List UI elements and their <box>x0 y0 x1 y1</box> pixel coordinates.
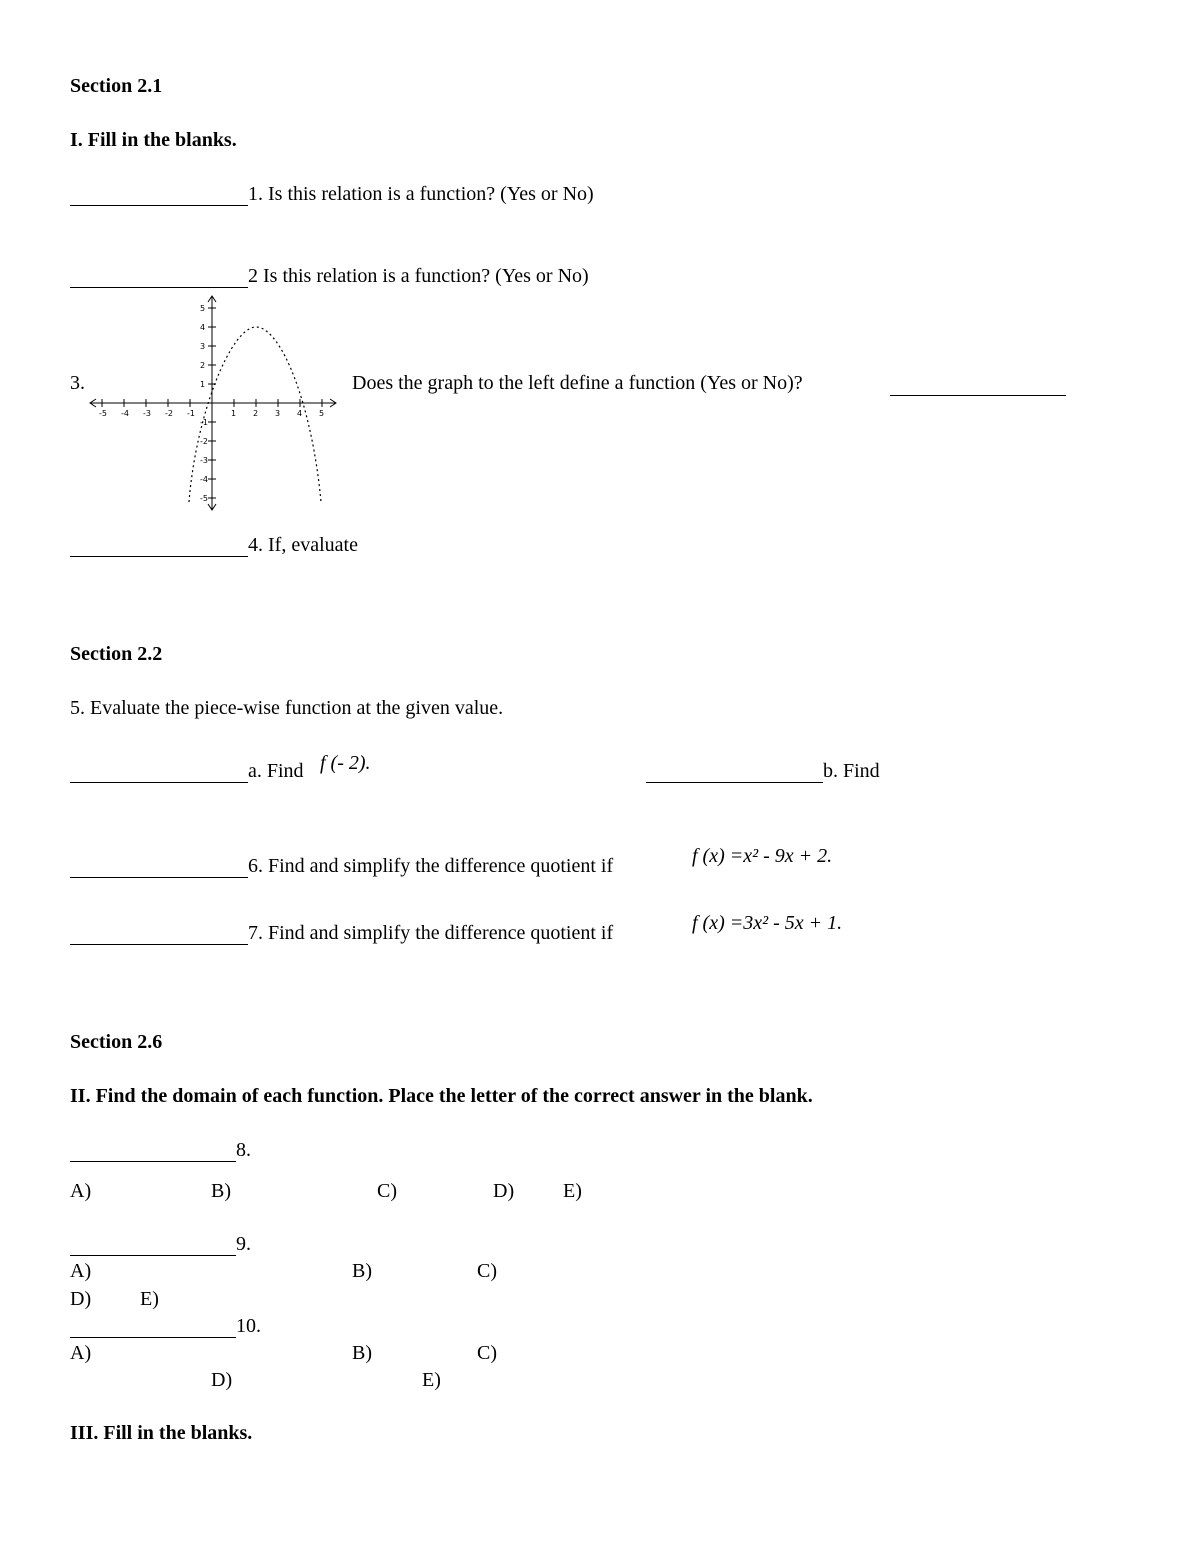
question-6: 6. Find and simplify the difference quotient if <box>248 855 614 877</box>
part-2-heading: II. Find the domain of each function. Place the letter of the correct answer in the blank. <box>70 1085 813 1107</box>
question-5b: b. Find <box>823 760 880 782</box>
q9-choice-b: B) <box>352 1260 372 1282</box>
y-tick-label: 1 <box>200 380 206 389</box>
y-tick-label: -2 <box>200 437 208 446</box>
q10-choice-a: A) <box>70 1342 92 1364</box>
y-tick-label: -4 <box>200 475 208 484</box>
q8-choice-c: C) <box>377 1180 397 1202</box>
x-tick-label: 3 <box>275 409 281 418</box>
part-3-heading: III. Fill in the blanks. <box>70 1422 253 1444</box>
y-tick-label: 4 <box>200 323 206 332</box>
q10-choice-b: B) <box>352 1342 372 1364</box>
x-tick-label: 2 <box>253 409 259 418</box>
question-5a: a. Find <box>248 760 304 782</box>
question-5a-expression: f (- 2). <box>320 752 371 774</box>
question-5: 5. Evaluate the piece-wise function at the given value. <box>70 697 504 719</box>
x-tick-label: -5 <box>99 409 107 418</box>
q10-choice-c: C) <box>477 1342 497 1364</box>
y-tick-label: -3 <box>200 456 208 465</box>
q9-choice-d: D) <box>70 1288 92 1310</box>
q8-choice-b: B) <box>211 1180 231 1202</box>
graph-axes <box>90 296 336 510</box>
question-1: 1. Is this relation is a function? (Yes or No) <box>248 183 594 205</box>
y-tick-label: -5 <box>200 494 208 503</box>
section-2-2-heading: Section 2.2 <box>70 643 163 665</box>
answer-blank-8[interactable] <box>70 1161 236 1162</box>
q8-choice-e: E) <box>563 1180 582 1202</box>
x-tick-label: 5 <box>319 409 325 418</box>
answer-blank-10[interactable] <box>70 1337 236 1338</box>
x-tick-label: 4 <box>297 409 303 418</box>
x-tick-label: -1 <box>187 409 195 418</box>
q9-choice-c: C) <box>477 1260 497 1282</box>
question-7: 7. Find and simplify the difference quotient if <box>248 922 614 944</box>
question-4: 4. If, evaluate <box>248 534 358 556</box>
question-3-text: Does the graph to the left define a function (Yes or No)? <box>352 372 803 394</box>
answer-blank-4[interactable] <box>70 556 248 557</box>
question-6-expression: f (x) =x² - 9x + 2. <box>692 845 833 867</box>
question-3-number: 3. <box>70 372 85 394</box>
y-tick-label: 3 <box>200 342 206 351</box>
answer-blank-6[interactable] <box>70 877 248 878</box>
x-tick-label: 1 <box>231 409 237 418</box>
x-tick-label: -3 <box>143 409 151 418</box>
answer-blank-1[interactable] <box>70 205 248 206</box>
q9-choice-e: E) <box>140 1288 159 1310</box>
q8-choice-a: A) <box>70 1180 92 1202</box>
x-tick-label: -4 <box>121 409 129 418</box>
answer-blank-9[interactable] <box>70 1255 236 1256</box>
y-tick-label: 5 <box>200 304 206 313</box>
part-1-heading: I. Fill in the blanks. <box>70 129 237 151</box>
question-9: 9. <box>236 1233 251 1255</box>
answer-blank-5a[interactable] <box>70 782 248 783</box>
section-2-6-heading: Section 2.6 <box>70 1031 163 1053</box>
y-tick-label: 2 <box>200 361 206 370</box>
answer-blank-7[interactable] <box>70 944 248 945</box>
q10-choice-d: D) <box>211 1369 233 1391</box>
question-10: 10. <box>236 1315 261 1337</box>
section-2-1-heading: Section 2.1 <box>70 75 163 97</box>
answer-blank-2[interactable] <box>70 287 248 288</box>
q9-choice-a: A) <box>70 1260 92 1282</box>
question-2: 2 Is this relation is a function? (Yes or No) <box>248 265 589 287</box>
answer-blank-5b[interactable] <box>646 782 823 783</box>
x-tick-label: -2 <box>165 409 173 418</box>
question-8: 8. <box>236 1139 251 1161</box>
parabola-graph <box>86 294 342 516</box>
question-7-expression: f (x) =3x² - 5x + 1. <box>692 912 843 934</box>
answer-blank-3[interactable] <box>890 395 1066 396</box>
q8-choice-d: D) <box>493 1180 515 1202</box>
q10-choice-e: E) <box>422 1369 441 1391</box>
y-tick-label: -1 <box>200 418 208 427</box>
